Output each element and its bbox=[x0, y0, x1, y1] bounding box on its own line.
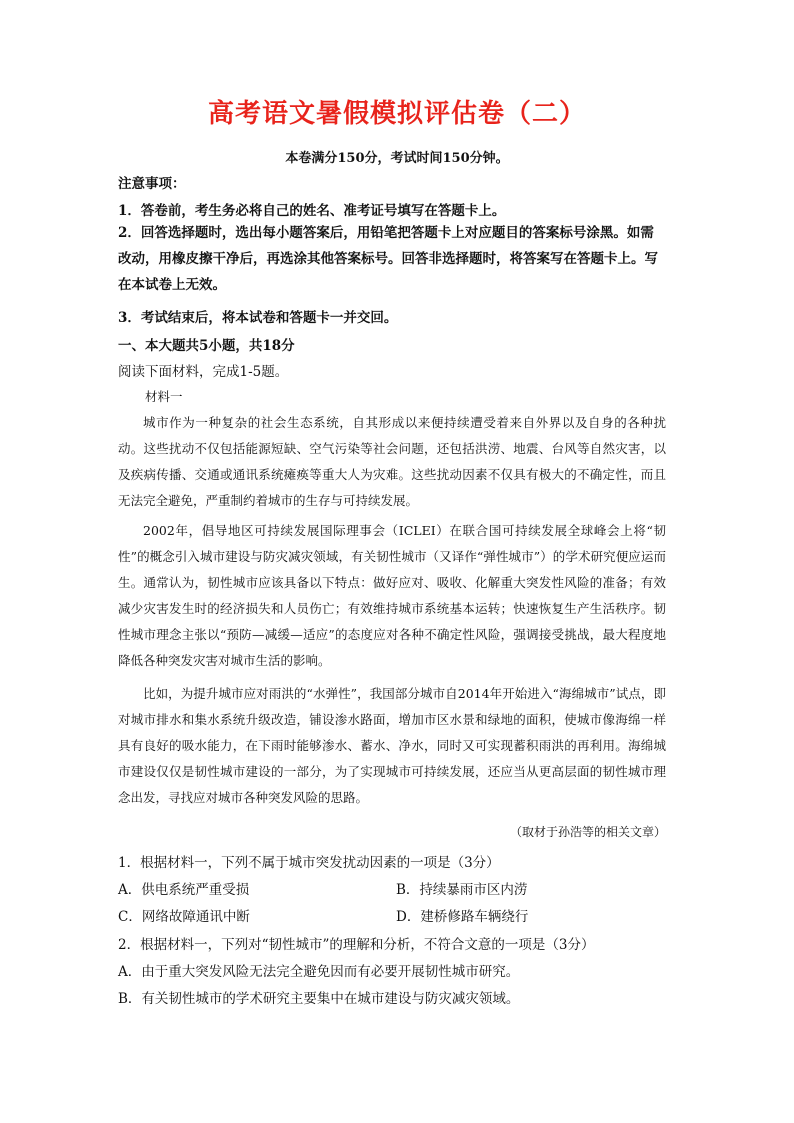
answer-option: C．网络故障通讯中断 bbox=[118, 909, 250, 925]
answer-option: B．持续暴雨市区内涝 bbox=[396, 882, 528, 898]
answer-option: A．供电系统严重受损 bbox=[118, 882, 250, 898]
notice-heading: 注意事项： bbox=[118, 176, 186, 192]
section-heading: 一、本大题共5小题，共18分 bbox=[118, 338, 295, 354]
answer-option: A．由于重大突发风险无法完全避免因而有必要开展韧性城市研究。 bbox=[118, 964, 520, 980]
answer-option: D．建桥修路车辆绕行 bbox=[396, 909, 529, 925]
page-title: 高考语文暑假模拟评估卷（二） bbox=[207, 99, 586, 129]
notice-item: 1．答卷前，考生务必将自己的姓名、准考证号填写在答题卡上。 bbox=[118, 203, 506, 219]
notice-item: 3．考试结束后，将本试卷和答题卡一并交回。 bbox=[118, 310, 398, 326]
question-stem: 1．根据材料一，下列不属于城市突发扰动因素的一项是（3分） bbox=[118, 855, 500, 871]
exam-info: 本卷满分150分，考试时间150分钟。 bbox=[285, 151, 509, 166]
material-paragraph: 2002年，倡导地区可持续发展国际理事会（ICLEI）在联合国可持续发展全球峰会上将“韧性”的概念引入城市建设与防灾减灾领域，有关韧性城市（又译作“弹性城市”）的学术研究便应运而生。通常认为，韧性城市应该具备以下特点：做好应对、吸收、化解重大突发性风险的准备；有效减少灾害发生时的经济损失和人员伤亡；有效维持城市系统基本运转；快速恢复生产生活秩序。韧性城市理念主张以“预防—减缓—适应”的态度应对各种不确定性风险，强调接受挑战，最大程度地降低各种突发灾害对城市生活的影响。 bbox=[118, 523, 666, 668]
section-instruction: 阅读下面材料，完成1-5题。 bbox=[118, 364, 289, 380]
material-label: 材料一 bbox=[145, 389, 183, 404]
material-paragraph: 城市作为一种复杂的社会生态系统，自其形成以来便持续遭受着来自外界以及自身的各种扰动。这些扰动不仅包括能源短缺、空气污染等社会问题，还包括洪涝、地震、台风等自然灾害，以及疾病传播、交通或通讯系统瘫痪等重大人为灾难。这些扰动因素不仅具有极大的不确定性，而且无法完全避免，严重制约着城市的生存与可持续发展。 bbox=[118, 415, 666, 508]
material-paragraph: 比如，为提升城市应对雨洪的“水弹性”，我国部分城市自2014年开始进入“海绵城市”试点，即对城市排水和集水系统升级改造，铺设渗水路面，增加市区水景和绿地的面积，使城市像海绵一样具有良好的吸水能力，在下雨时能够渗水、蓄水、净水，同时又可实现蓄积雨洪的再利用。海绵城市建设仅仅是韧性城市建设的一部分，为了实现城市可持续发展，还应当从更高层面的韧性城市理念出发，寻找应对城市各种突发风险的思路。 bbox=[118, 686, 666, 805]
source-note: （取材于孙浩等的相关文章） bbox=[509, 825, 666, 839]
question-stem: 2．根据材料一，下列对“韧性城市”的理解和分析，不符合文意的一项是（3分） bbox=[118, 937, 595, 953]
notice-item: 2．回答选择题时，选出每小题答案后，用铅笔把答题卡上对应题目的答案标号涂黑。如需改动，用橡皮擦干净后，再选涂其他答案标号。回答非选择题时，将答案写在答题卡上。写在本试卷上无效。 bbox=[118, 225, 658, 293]
answer-option: B．有关韧性城市的学术研究主要集中在城市建设与防灾减灾领域。 bbox=[118, 991, 520, 1007]
